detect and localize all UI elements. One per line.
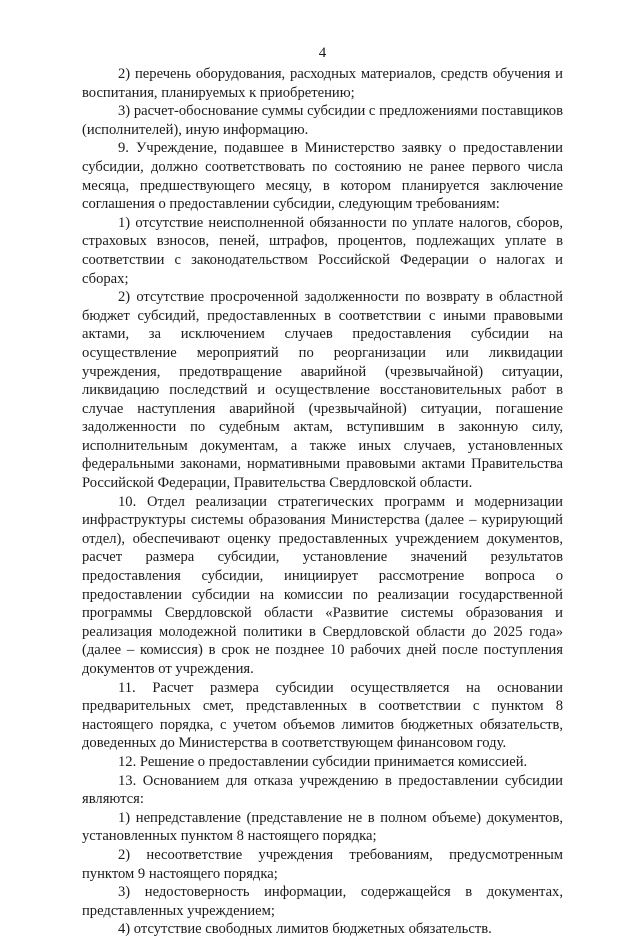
paragraph-clause-10: 10. Отдел реализации стратегических программ и модернизации инфраструктуры системы образования Министерства (далее – курирующий отдел), обеспечивают оценку предоставленных учреждением документов, расчет размера субсидии, установление значений результатов предоставления субсидии, инициирует рассмотрение вопроса о предоставлении субсидии на комиссии по реализации государственной программы Свердловской области «Развитие системы образования и реализация молодежной политики в Свердловской области до 2025 года» (далее – комиссия) в срок не позднее 10 рабочих дней после поступления документов от учреждения. (82, 493, 563, 677)
paragraph-clause-9: 9. Учреждение, подавшее в Министерство заявку о предоставлении субсидии, должно соответствовать по состоянию не ранее первого числа месяца, предшествующего месяцу, в котором планируется заключение соглашения о предоставлении субсидии, следующим требованиям: (82, 140, 563, 213)
paragraph-list-item-3: 3) расчет-обоснование суммы субсидии с предложениями поставщиков (исполнителей), иную информацию. (82, 103, 563, 138)
paragraph-clause-12: 12. Решение о предоставлении субсидии принимается комиссией. (118, 753, 528, 770)
paragraph-clause-11: 11. Расчет размера субсидии осуществляется на основании предварительных смет, представленных в соответствии с пунктом 8 настоящего порядка, с учетом объемов лимитов бюджетных обязательств, доведенных до Министерства в соответствующем финансовом году. (82, 679, 563, 752)
paragraph-clause-9-item-1: 1) отсутствие неисполненной обязанности по уплате налогов, сборов, страховых взносов, пеней, штрафов, процентов, подлежащих уплате в соответствии с законодательством Российской Федерации о налогах и сборах; (82, 214, 563, 287)
paragraph-clause-13: 13. Основанием для отказа учреждению в предоставлении субсидии являются: (82, 772, 563, 808)
paragraph-clause-13-item-1: 1) непредставление (представление не в полном объеме) документов, установленных пунктом 8 настоящего порядка; (82, 809, 563, 845)
paragraph-clause-13-item-2: 2) несоответствие учреждения требованиям, предусмотренным пунктом 9 настоящего порядка; (82, 846, 563, 882)
paragraph-clause-13-item-4: 4) отсутствие свободных лимитов бюджетных обязательств. (118, 921, 492, 938)
paragraph-clause-13-item-3: 3) недостоверность информации, содержащейся в документах, представленных учреждением; (82, 884, 563, 919)
paragraph-clause-9-item-2: 2) отсутствие просроченной задолженности по возврату в областной бюджет субсидий, предоставленных в соответствии с иными правовыми актами, за исключением случаев предоставления субсидии на осуществление мероприятий по реорганизации или ликвидации учреждения, предотвращение аварийной (чрезвычайной) ситуации, ликвидацию последствий и осуществление восстановительных работ в случае наступления аварийной (чрезвычайной) ситуации, погашение задолженности по судебным актам, вступившим в законную силу, исполнительным документам, а также иных случаев, установленных федеральными законами, нормативными правовыми актами Правительства Российской Федерации, Правительства Свердловской области. (82, 289, 563, 492)
page-number: 4 (318, 45, 327, 61)
paragraph-list-item-2: 2) перечень оборудования, расходных материалов, средств обучения и воспитания, планируемых к приобретению; (82, 66, 563, 101)
document-page (82, 44, 563, 939)
